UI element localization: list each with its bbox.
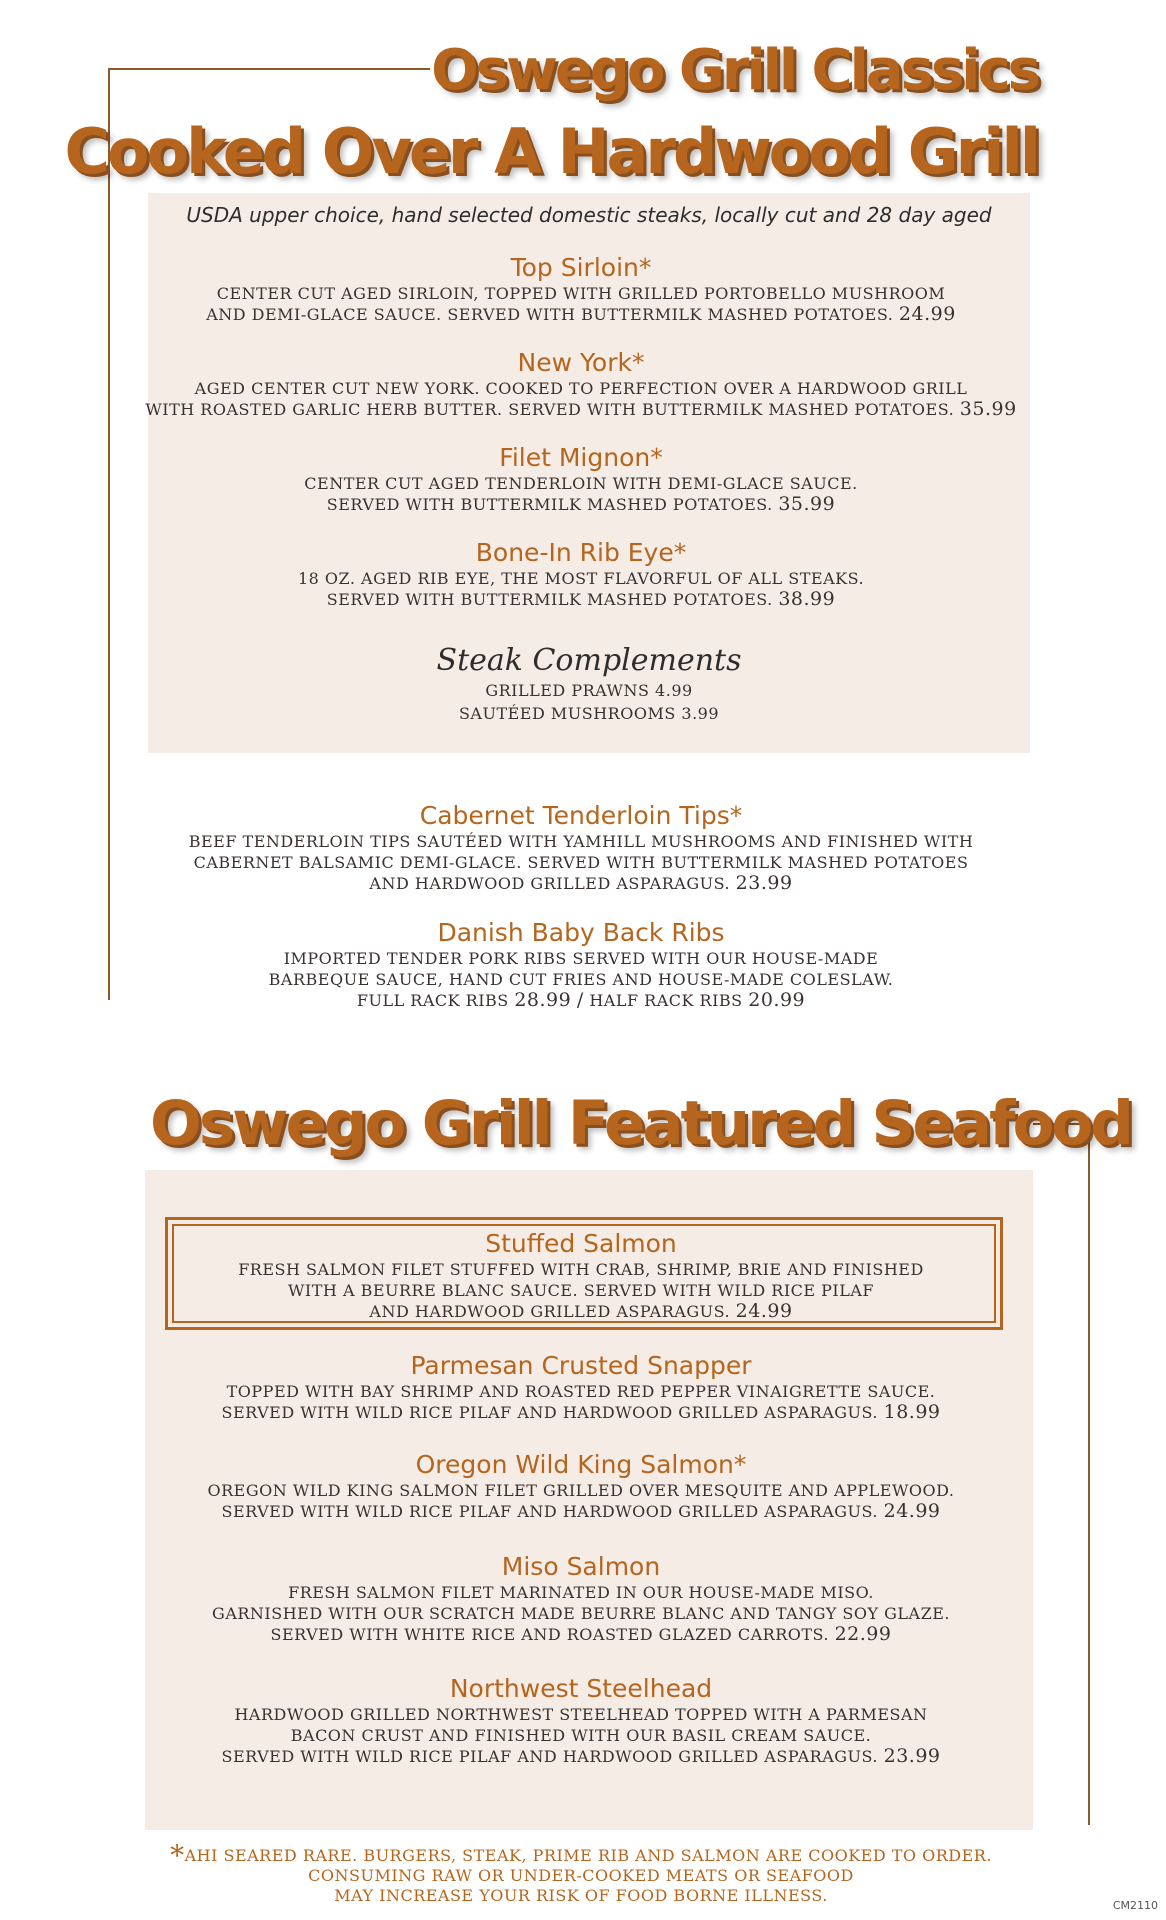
- item-name: Bone-In Rib Eye*: [475, 538, 687, 567]
- menu-item-northwest-steelhead: [0, 1673, 1164, 1767]
- complement-item: GRILLED PRAWNS 4.99: [485, 681, 693, 700]
- steak-intro: USDA upper choice, hand selected domestic steaks, locally cut and 28 day aged: [186, 203, 992, 227]
- seafood-title: Oswego Grill Featured Seafood: [150, 1088, 1131, 1159]
- item-name: New York*: [517, 348, 645, 377]
- menu-item-new-york: [0, 347, 1164, 420]
- rib-prices: FULL RACK RIBS 28.99 / HALF RACK RIBS 20.99: [356, 989, 806, 1011]
- item-price: 23.99: [883, 1745, 941, 1767]
- item-name: Parmesan Crusted Snapper: [410, 1351, 752, 1380]
- item-price: 23.99: [735, 872, 793, 894]
- item-description: BEEF TENDERLOIN TIPS SAUTÉED WITH YAMHILL MUSHROOMS AND FINISHED WITH CABERNET BALSAMIC DEMI-GLACE. SERVED WITH BUTTERMILK MASHED POTATOES AND HARDWOOD GRILLED ASPARAGUS. 23.99: [188, 832, 974, 894]
- item-name: Oregon Wild King Salmon*: [415, 1450, 747, 1479]
- item-name: Danish Baby Back Ribs: [437, 918, 725, 947]
- item-price: 24.99: [898, 303, 956, 325]
- complement-item: SAUTÉED MUSHROOMS 3.99: [458, 704, 720, 723]
- item-price: 35.99: [959, 398, 1017, 420]
- menu-item-danish-baby-back-ribs: [0, 917, 1164, 1011]
- item-description: CENTER CUT AGED SIRLOIN, TOPPED WITH GRILLED PORTOBELLO MUSHROOM AND DEMI-GLACE SAUCE. SERVED WITH BUTTERMILK MASHED POTATOES. 24.99: [206, 284, 956, 325]
- complement-price: 3.99: [681, 704, 720, 723]
- menu-item-stuffed-salmon: [0, 1228, 1164, 1322]
- item-price: 38.99: [778, 588, 836, 610]
- complement-price: 4.99: [655, 681, 693, 700]
- menu-item-oregon-wild-king-salmon: [0, 1449, 1164, 1522]
- item-description: OREGON WILD KING SALMON FILET GRILLED OVER MESQUITE AND APPLEWOOD. SERVED WITH WILD RICE PILAF AND HARDWOOD GRILLED ASPARAGUS. 24.99: [207, 1481, 955, 1522]
- item-description: FRESH SALMON FILET STUFFED WITH CRAB, SHRIMP, BRIE AND FINISHED WITH A BEURRE BLANC SAUCE. SERVED WITH WILD RICE PILAF AND HARDWOOD GRILLED ASPARAGUS. 24.99: [238, 1260, 924, 1322]
- item-name: Northwest Steelhead: [449, 1674, 713, 1703]
- menu-item-cabernet-tenderloin-tips: [0, 800, 1164, 894]
- item-name: Miso Salmon: [501, 1552, 661, 1581]
- menu-item-bone-in-rib-eye: [0, 537, 1164, 610]
- item-name: Stuffed Salmon: [485, 1229, 677, 1258]
- food-safety-disclaimer: *AHI SEARED RARE. BURGERS, STEAK, PRIME RIB AND SALMON ARE COOKED TO ORDER. CONSUMING RAW OR UNDER-COOKED MEATS OR SEAFOOD MAY INCREASE YOUR RISK OF FOOD BORNE ILLNESS.: [170, 1839, 992, 1905]
- item-description: CENTER CUT AGED TENDERLOIN WITH DEMI-GLACE SAUCE. SERVED WITH BUTTERMILK MASHED POTATOES. 35.99: [304, 474, 858, 515]
- complements-heading: Steak Complements: [436, 643, 742, 678]
- item-description: TOPPED WITH BAY SHRIMP AND ROASTED RED PEPPER VINAIGRETTE SAUCE. SERVED WITH WILD RICE PILAF AND HARDWOOD GRILLED ASPARAGUS. 18.99: [221, 1382, 941, 1423]
- classics-subtitle: Cooked Over A Hardwood Grill: [64, 115, 1038, 188]
- top-left-rule: [108, 68, 430, 70]
- menu-item-miso-salmon: [0, 1551, 1164, 1645]
- item-name: Cabernet Tenderloin Tips*: [419, 801, 743, 830]
- item-description: FRESH SALMON FILET MARINATED IN OUR HOUSE-MADE MISO. GARNISHED WITH OUR SCRATCH MADE BEURRE BLANC AND TANGY SOY GLAZE. SERVED WITH WHITE RICE AND ROASTED GLAZED CARROTS. 22.99: [212, 1583, 950, 1645]
- item-name: Filet Mignon*: [499, 443, 663, 472]
- item-name: Top Sirloin*: [510, 253, 652, 282]
- item-price: 18.99: [883, 1401, 941, 1423]
- asterisk-mark: *: [170, 1839, 185, 1872]
- item-price: 35.99: [778, 493, 836, 515]
- item-price: 22.99: [834, 1623, 892, 1645]
- menu-item-parmesan-crusted-snapper: [0, 1350, 1164, 1423]
- item-price: 24.99: [883, 1500, 941, 1522]
- item-description: HARDWOOD GRILLED NORTHWEST STEELHEAD TOPPED WITH A PARMESAN BACON CRUST AND FINISHED WITH OUR BASIL CREAM SAUCE. SERVED WITH WILD RICE PILAF AND HARDWOOD GRILLED ASPARAGUS. 23.99: [221, 1705, 941, 1767]
- menu-item-top-sirloin: [0, 252, 1164, 325]
- menu-item-filet-mignon: [0, 442, 1164, 515]
- steak-complements: [148, 643, 1030, 725]
- item-description: AGED CENTER CUT NEW YORK. COOKED TO PERFECTION OVER A HARDWOOD GRILL WITH ROASTED GARLIC HERB BUTTER. SERVED WITH BUTTERMILK MASHED POTATOES. 35.99: [145, 379, 1017, 420]
- item-price: 24.99: [735, 1300, 793, 1322]
- item-description: IMPORTED TENDER PORK RIBS SERVED WITH OUR HOUSE-MADE BARBEQUE SAUCE, HAND CUT FRIES AND HOUSE-MADE COLESLAW.: [268, 949, 894, 989]
- menu-code: CM2110: [1112, 1899, 1158, 1912]
- classics-title: Oswego Grill Classics: [431, 38, 1038, 103]
- item-description: 18 OZ. AGED RIB EYE, THE MOST FLAVORFUL OF ALL STEAKS. SERVED WITH BUTTERMILK MASHED POTATOES. 38.99: [297, 569, 865, 610]
